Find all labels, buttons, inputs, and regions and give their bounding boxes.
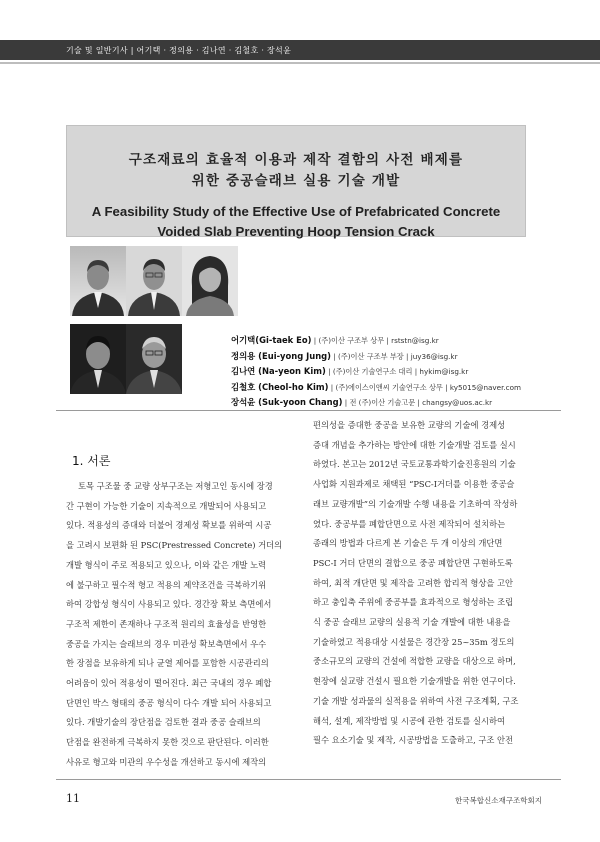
running-head: 기술 및 일반기사 | 어기택 · 정의용 · 김나연 · 김철호 · 장석윤 — [66, 45, 292, 55]
korean-title-line-2: 위한 중공슬래브 실용 기술 개발 — [191, 173, 401, 189]
body-line: 있다. 개발기술의 장단점을 검토한 결과 중공 슬래브의 — [66, 717, 261, 728]
body-line: 종래의 방법과 다르게 본 기술은 두 개 이상의 개단면 — [313, 538, 503, 549]
english-title-line-1: A Feasibility Study of the Effective Use of Prefabricated Concrete — [91, 204, 501, 219]
author-photo-1 — [70, 246, 126, 316]
author-photo-3 — [182, 246, 238, 316]
author-affiliation: | (주)이산 기술연구소 대리 | hykim@isg.kr — [325, 367, 469, 376]
author-affiliation: | (주)이산 구조부 상무 | rststn@isg.kr — [311, 336, 439, 345]
body-line: 현장에 실교량 건설시 필요한 기술개발을 위한 연구이다. — [313, 676, 516, 687]
korean-title-line-1: 구조재료의 효율적 이용과 제작 결함의 사전 배제를 — [128, 152, 464, 168]
body-line: PSC-I 거더 단면의 결합으로 중공 폐합단면 구현하도록 — [313, 557, 513, 568]
body-line: 어려움이 있어 적용성이 떨어진다. 최근 국내의 경우 폐합 — [66, 678, 272, 689]
author-row — [231, 349, 561, 365]
body-line: 토목 구조물 중 교량 상부구조는 저형고인 동시에 장경 — [78, 481, 273, 491]
author-row — [231, 380, 561, 396]
author-name: 김나연 (Na-yeon Kim) — [231, 366, 326, 376]
author-name: 어기택(Gi-taek Eo) — [231, 335, 312, 345]
body-line: 을 고려시 보편화 된 PSC(Prestressed Concrete) 거더의 — [66, 540, 283, 551]
author-affiliation: | (주)에이스이앤씨 기술연구소 상무 | ky5015@naver.com — [328, 382, 522, 392]
author-row — [231, 364, 561, 380]
body-line: 중소규모의 교량의 건설에 적합한 교량을 대상으로 하며, — [313, 656, 516, 667]
section-divider — [56, 410, 561, 411]
body-line: 개발 형식이 주로 적용되고 있으나, 이와 같은 개발 노력 — [66, 559, 267, 570]
author-row — [231, 333, 561, 349]
header-rule — [0, 62, 600, 64]
author-name: 정의용 (Eui-yong Jung) — [231, 350, 331, 361]
running-header-bar — [0, 40, 600, 60]
author-row — [231, 395, 561, 411]
body-line: 사유로 형고와 미관의 우수성을 개선하고 동시에 제작의 — [66, 756, 267, 767]
journal-name: 한국복합신소재구조학회지 — [455, 796, 542, 805]
author-photo-2 — [126, 246, 182, 316]
author-affiliation: | 전 (주)이산 기술고문 | changsy@uos.ac.kr — [342, 398, 493, 407]
body-line: 하여, 최적 개단면 및 제작을 고려한 합리적 형상을 고안 — [313, 577, 514, 588]
author-name: 장석윤 (Suk-yoon Chang) — [231, 397, 343, 407]
korean-title — [67, 150, 525, 192]
body-line: 하여 강합성 형식이 사용되고 있다. 경간장 확보 측면에서 — [66, 599, 272, 610]
body-column-right — [313, 416, 549, 751]
body-line: 였다. 중공부를 폐합단면으로 사전 제작되어 설치하는 — [313, 518, 506, 529]
body-line: 식 중공 슬래브 교량의 실용적 기술 개발에 대한 내용을 — [313, 617, 511, 628]
body-line: 에 불구하고 필수적 형고 적용의 제약조건을 극복하기위 — [66, 579, 267, 590]
page-number: 11 — [66, 792, 80, 805]
body-line: 간 구현이 가능한 기술이 지속적으로 개발되어 사용되고 — [66, 500, 267, 511]
body-line: 있다. 적용성의 증대와 더불어 경제성 확보를 위하여 시공 — [66, 520, 272, 531]
body-line: 편의성을 증대한 중공을 보유한 교량의 기술에 경제성 — [313, 420, 506, 430]
body-line: 하고 충입축 주위에 중공부를 효과적으로 형성하는 조립 — [313, 597, 514, 608]
body-line: 래브 교량개발”의 기술개발 수행 내용을 기초하여 작성하 — [313, 498, 518, 509]
body-line: 사업화 지원과제로 채택된 “PSC-I거더를 이용한 중공슬 — [313, 479, 515, 490]
english-title-line-2: Voided Slab Preventing Hoop Tension Crack — [157, 224, 435, 239]
author-photo-4 — [70, 324, 126, 394]
author-photo-5 — [126, 324, 182, 394]
body-line: 기술 개발 성과물의 실적용을 위하여 사전 구조계획, 구조 — [313, 695, 519, 706]
body-line: 필수 요소기술 및 제작, 시공방법을 도출하고, 구조 안전 — [313, 735, 514, 746]
body-line: 증대 개념을 추가하는 방안에 대한 기술개발 검토를 실시 — [313, 439, 516, 450]
author-affiliation: | (주)이산 구조부 부장 | juy36@isg.kr — [331, 351, 458, 361]
body-line: 중공을 가지는 슬래브의 경우 미관성 확보측면에서 우수 — [66, 638, 267, 649]
body-column-left — [66, 477, 288, 773]
body-line: 해석, 설계, 제작방법 및 시공에 관한 검토를 실시하여 — [313, 715, 506, 726]
footer-rule — [56, 779, 561, 780]
author-name: 김철호 (Cheol-ho Kim) — [231, 381, 329, 392]
body-line: 하였다. 본고는 2012년 국토교통과학기술진흥원의 기술 — [313, 459, 516, 470]
section-heading: 1. 서론 — [72, 454, 111, 468]
english-title — [67, 202, 525, 242]
author-list — [231, 333, 561, 411]
body-line: 구조적 제한이 존재하나 구조적 원리의 효율성을 반영한 — [66, 618, 267, 629]
title-box — [66, 125, 526, 237]
body-line: 단점을 완전하게 극복하지 못한 것으로 판단된다. 이러한 — [66, 737, 269, 748]
body-line: 기술하였고 적용대상 시설물은 경간장 25~35m 정도의 — [313, 636, 515, 647]
body-line: 단면인 박스 형태의 중공 형식이 다수 개발 되어 사용되고 — [66, 697, 272, 708]
body-line: 한 장점을 보유하게 되나 균열 제어를 포함한 시공관리의 — [66, 658, 269, 669]
